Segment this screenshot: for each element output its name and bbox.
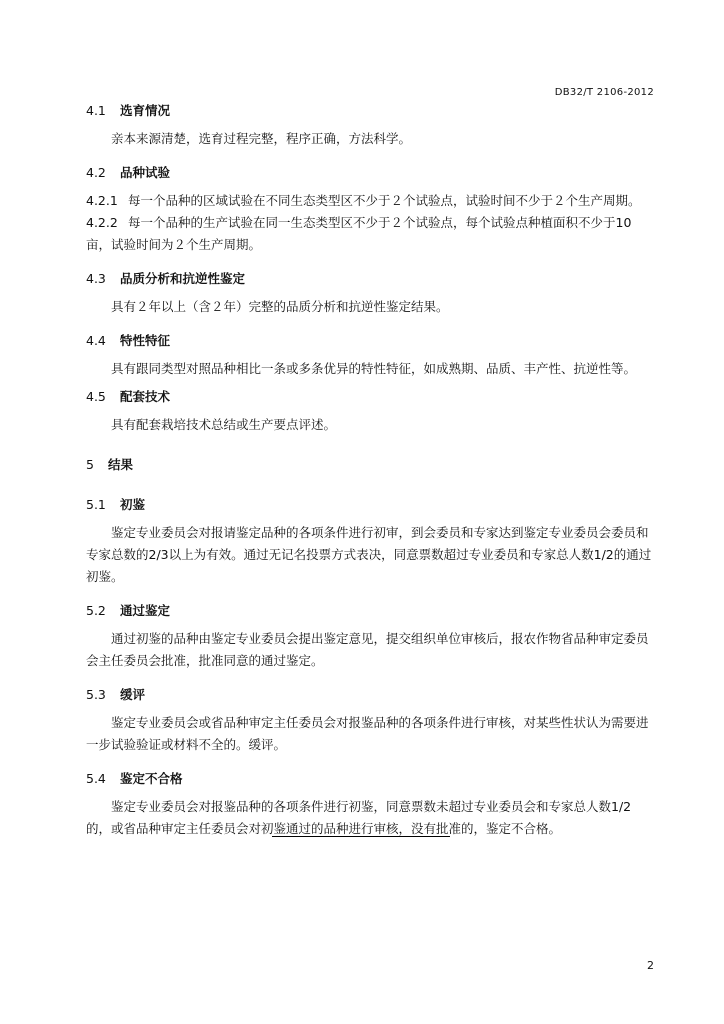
section-number: 4.2	[86, 165, 106, 180]
clause-4-2-1	[86, 190, 656, 212]
section-title: 结果	[108, 457, 134, 472]
section-number: 5.3	[86, 687, 106, 702]
clause-text: 每一个品种的区域试验在不同生态类型区不少于２个试验点，试验时间不少于２个生产周期。	[128, 193, 641, 208]
clause-text: 每一个品种的生产试验在同一生态类型区不少于２个试验点，每个试验点种植面积不少于10亩，试验时间为２个生产周期。	[86, 215, 632, 252]
section-heading-5-3	[86, 684, 656, 706]
section-number: 5.2	[86, 603, 106, 618]
section-title: 通过鉴定	[120, 603, 171, 618]
document-code: DB32/T 2106-2012	[554, 87, 654, 98]
section-number: 4.1	[86, 103, 106, 118]
section-title: 品质分析和抗逆性鉴定	[120, 271, 246, 286]
paragraph: 具有２年以上（含２年）完整的品质分析和抗逆性鉴定结果。	[111, 299, 449, 314]
section-number: 4.3	[86, 271, 106, 286]
paragraph: 亲本来源清楚，选育过程完整，程序正确，方法科学。	[111, 131, 412, 146]
section-heading-5-2	[86, 600, 656, 622]
page-number: 2	[647, 959, 654, 972]
section-heading-5-4	[86, 768, 656, 790]
section-title: 缓评	[120, 687, 146, 702]
section-title: 初鉴	[120, 497, 146, 512]
section-heading-5	[86, 454, 656, 476]
section-heading-4-2	[86, 162, 656, 184]
section-number: 5	[86, 457, 94, 472]
section-title: 特性特征	[120, 333, 171, 348]
section-title: 配套技术	[120, 389, 171, 404]
section-title: 品种试验	[120, 165, 171, 180]
section-number: 4.4	[86, 333, 106, 348]
document-body	[86, 100, 656, 840]
clause-number: 4.2.2	[86, 215, 118, 230]
paragraph: 鉴定专业委员会对报鉴品种的各项条件进行初鉴，同意票数未超过专业委员会和专家总人数1/2的，或省品种审定主任委员会对初鉴通过的品种进行审核，没有批准的，鉴定不合格。	[86, 799, 632, 836]
section-title: 选育情况	[120, 103, 171, 118]
section-heading-4-4	[86, 330, 656, 352]
section-heading-5-1	[86, 494, 656, 516]
section-number: 4.5	[86, 389, 106, 404]
clause-4-2-2	[86, 212, 656, 256]
section-heading-4-5	[86, 386, 656, 408]
paragraph: 鉴定专业委员会或省品种审定主任委员会对报鉴品种的各项条件进行审核，对某些性状认为需要进一步试验验证或材料不全的。缓评。	[86, 715, 649, 752]
section-heading-4-3	[86, 268, 656, 290]
paragraph: 具有配套栽培技术总结或生产要点评述。	[111, 417, 337, 432]
clause-number: 4.2.1	[86, 193, 118, 208]
section-number: 5.1	[86, 497, 106, 512]
paragraph: 具有跟同类型对照品种相比一条或多条优异的特性特征，如成熟期、品质、丰产性、抗逆性等。	[111, 361, 637, 376]
section-title: 鉴定不合格	[120, 771, 183, 786]
section-heading-4-1	[86, 100, 656, 122]
section-number: 5.4	[86, 771, 106, 786]
end-rule	[272, 836, 450, 837]
paragraph: 通过初鉴的品种由鉴定专业委员会提出鉴定意见，提交组织单位审核后，报农作物省品种审定委员会主任委员会批准，批准同意的通过鉴定。	[86, 631, 649, 668]
paragraph: 鉴定专业委员会对报请鉴定品种的各项条件进行初审，到会委员和专家达到鉴定专业委员会委员和专家总数的2/3以上为有效。通过无记名投票方式表决，同意票数超过专业委员和专家总人数1/2的通过初鉴。	[86, 525, 652, 584]
